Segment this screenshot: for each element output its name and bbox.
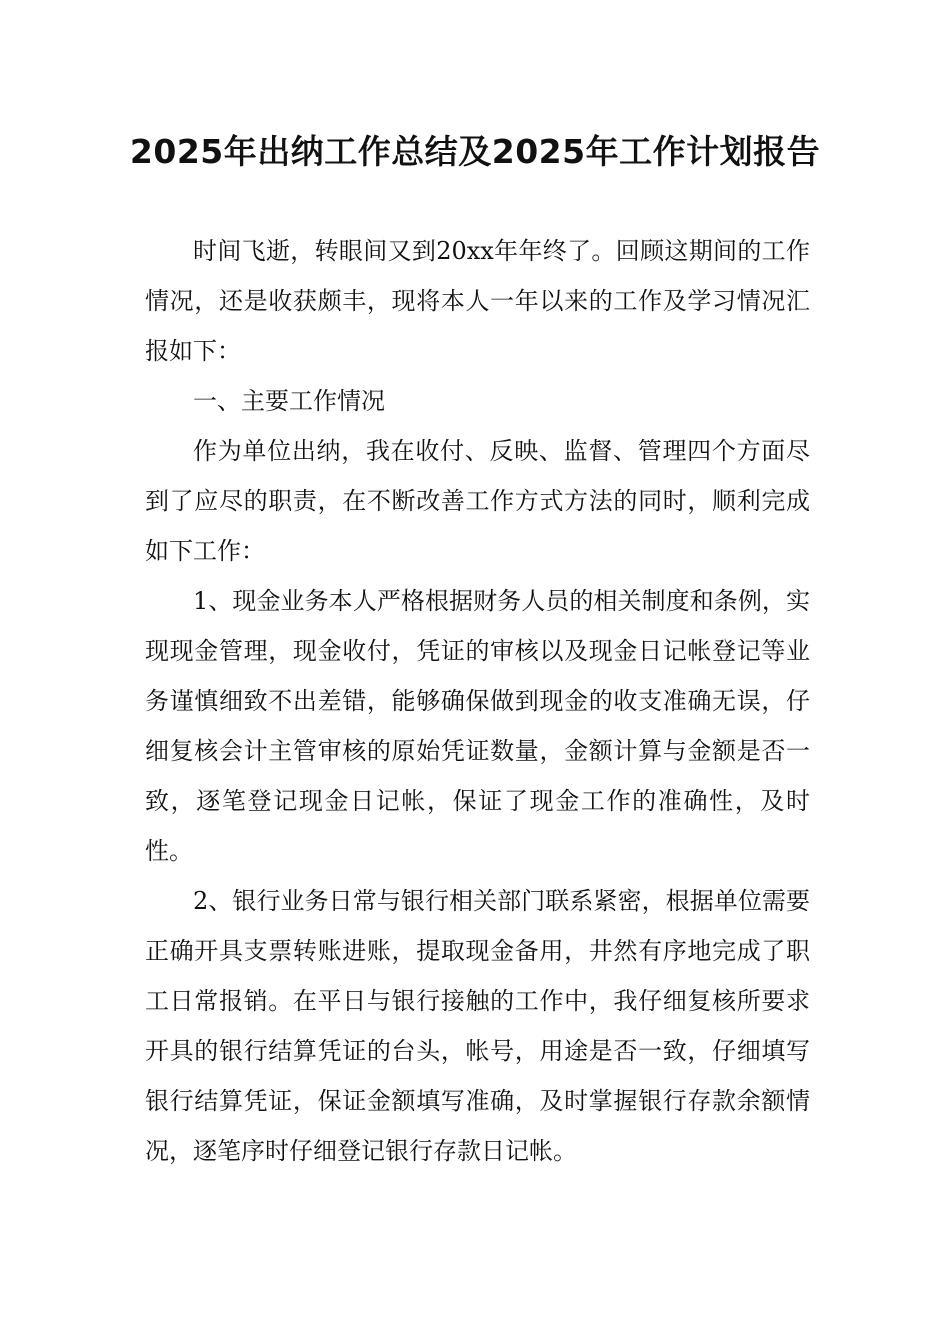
paragraph-cash-business: 1、现金业务本人严格根据财务人员的相关制度和条例，实现现金管理，现金收付，凭证的审核以及现金日记帐登记等业务谨慎细致不出差错，能够确保做到现金的收支准确无误，仔细复核会计主管审核的原始凭证数量，金额计算与金额是否一致，逐笔登记现金日记帐，保证了现金工作的准确性，及时性。 bbox=[145, 587, 810, 865]
section-heading-main-work: 一、主要工作情况 bbox=[193, 387, 385, 415]
paragraph-cashier-role: 作为单位出纳，我在收付、反映、监督、管理四个方面尽到了应尽的职责，在不断改善工作方式方法的同时，顺利完成如下工作： bbox=[145, 437, 810, 565]
document-body bbox=[145, 226, 810, 1176]
paragraph-intro: 时间飞逝，转眼间又到20xx年年终了。回顾这期间的工作情况，还是收获颇丰，现将本人一年以来的工作及学习情况汇报如下： bbox=[145, 237, 810, 365]
paragraph-bank-business: 2、银行业务日常与银行相关部门联系紧密，根据单位需要正确开具支票转账进账，提取现金备用，井然有序地完成了职工日常报销。在平日与银行接触的工作中，我仔细复核所要求开具的银行结算凭证的台头，帐号，用途是否一致，仔细填写银行结算凭证，保证金额填写准确，及时掌握银行存款余额情况，逐笔序时仔细登记银行存款日记帐。 bbox=[145, 887, 810, 1165]
document-title: 2025年出纳工作总结及2025年工作计划报告 bbox=[129, 132, 821, 171]
